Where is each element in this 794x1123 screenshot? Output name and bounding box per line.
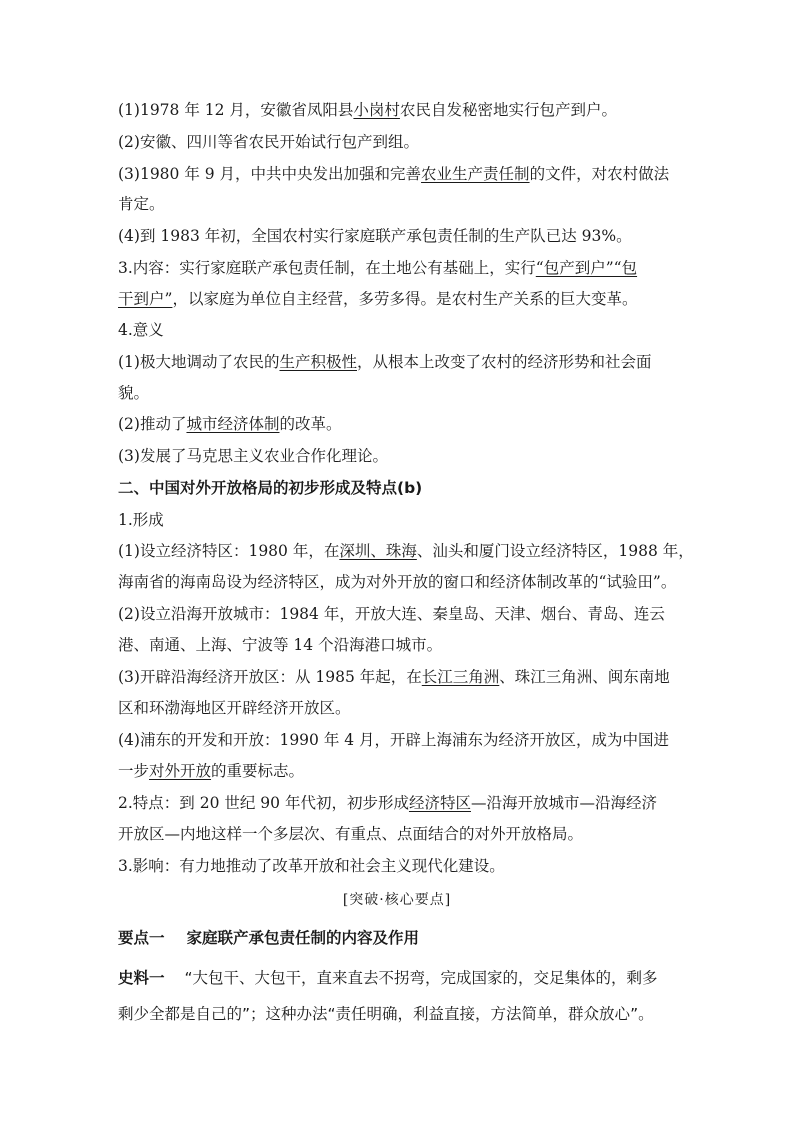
- paragraph-line: (2)安徽、四川等省农民开始试行包产到组。: [118, 133, 419, 151]
- subheading: 1.形成: [118, 511, 164, 529]
- paragraph-line: 一步对外开放的重要标志。: [118, 762, 305, 780]
- paragraph-line: (2)推动了城市经济体制的改革。: [118, 415, 342, 433]
- underlined-term: “包产到户”“包: [535, 259, 638, 277]
- paragraph-line: 肯定。: [118, 195, 165, 213]
- paragraph-line: (3)开辟沿海经济开放区：从 1985 年起，在长江三角洲、珠江三角洲、闽东南地: [118, 668, 670, 686]
- paragraph-line: (1)1978 年 12 月，安徽省凤阳县小岗村农民自发秘密地实行包产到户。: [118, 101, 617, 119]
- underlined-term: 经济特区: [408, 794, 471, 812]
- paragraph-line: 港、南通、上海、宁波等 14 个沿海港口城市。: [118, 636, 443, 654]
- paragraph-line: (4)到 1983 年初，全国农村实行家庭联产承包责任制的生产队已达 93%。: [118, 227, 632, 245]
- paragraph-line: (4)浦东的开发和开放：1990 年 4 月，开辟上海浦东为经济开放区，成为中国进: [118, 731, 670, 749]
- underlined-term: 小岗村: [353, 101, 400, 119]
- paragraph-line: 海南省的海南岛设为经济特区，成为对外开放的窗口和经济体制改革的“试验田”。: [118, 573, 677, 591]
- underlined-term: 生产积极性: [279, 353, 357, 371]
- paragraph-line: 区和环渤海地区开辟经济开放区。: [118, 699, 351, 717]
- underlined-term: 对外开放: [149, 762, 212, 780]
- source-quote-continued: 剩少全都是自己的”；这种办法“责任明确，利益直接，方法简单，群众放心”。: [118, 1005, 654, 1023]
- paragraph-line: (3)发展了马克思主义农业合作化理论。: [118, 447, 388, 465]
- paragraph-line: 3.影响：有力地推动了改革开放和社会主义现代化建设。: [118, 857, 505, 875]
- section-heading: 二、中国对外开放格局的初步形成及特点(b): [118, 479, 423, 497]
- underlined-term: 深圳、珠海: [339, 542, 417, 560]
- source-label: 史料一: [118, 969, 165, 987]
- key-point-heading: 要点一 家庭联产承包责任制的内容及作用: [118, 929, 420, 947]
- paragraph-line: (1)极大地调动了农民的生产积极性，从根本上改变了农村的经济形势和社会面: [118, 353, 652, 371]
- paragraph-line: 3.内容：实行家庭联产承包责任制，在土地公有基础上，实行“包产到户”“包: [118, 259, 638, 277]
- underlined-term: 干到户”: [118, 290, 173, 308]
- paragraph-line: (2)设立沿海开放城市：1984 年，开放大连、秦皇岛、天津、烟台、青岛、连云: [118, 605, 665, 623]
- subheading: 4.意义: [118, 321, 164, 339]
- paragraph-line: 貌。: [118, 384, 150, 402]
- source-quote: 史料一 “大包干、大包干，直来直去不拐弯，完成国家的，交足集体的，剩多: [118, 969, 658, 987]
- underlined-term: 城市经济体制: [186, 415, 280, 433]
- paragraph-line: 2.特点：到 20 世纪 90 年代初，初步形成经济特区—沿海开放城市—沿海经济: [118, 794, 657, 812]
- paragraph-line: 开放区—内地这样一个多层次、有重点、点面结合的对外开放格局。: [118, 825, 584, 843]
- section-marker: [突破·核心要点]: [342, 892, 452, 908]
- paragraph-line: (1)设立经济特区：1980 年，在深圳、珠海、汕头和厦门设立经济特区，1988 年，: [118, 542, 694, 560]
- paragraph-line: (3)1980 年 9 月，中共中央发出加强和完善农业生产责任制的文件，对农村做法: [118, 165, 670, 183]
- underlined-term: 农业生产责任制: [421, 165, 530, 183]
- underlined-term: 长江三角洲: [421, 668, 500, 686]
- paragraph-line: 干到户”，以家庭为单位自主经营，多劳多得。是农村生产关系的巨大变革。: [118, 290, 638, 308]
